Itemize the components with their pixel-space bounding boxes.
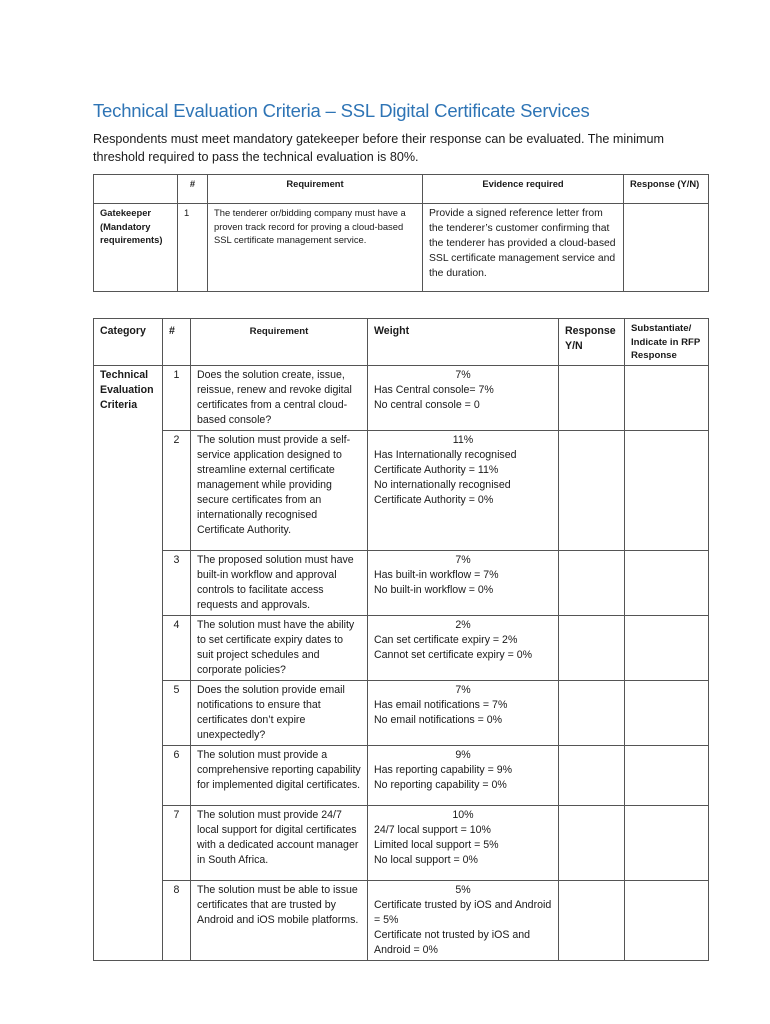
criteria-number: 8: [163, 880, 191, 960]
weight-scoring-line: Has email notifications = 7%: [374, 698, 508, 711]
criteria-requirement: The solution must provide 24/7 local support for digital certificates with a dedicated account manager in South Africa.: [191, 805, 368, 880]
criteria-row: [94, 430, 709, 550]
weight-scoring-line: Has Central console= 7%: [374, 383, 494, 396]
criteria-substantiate-cell[interactable]: [625, 745, 709, 805]
weight-scoring-line: Certificate trusted by iOS and Android = 5%: [374, 898, 552, 926]
intro-paragraph: Respondents must meet mandatory gatekeeper before their response can be evaluated. The minimum threshold required to pass the technical evaluation is 80%.: [93, 132, 665, 164]
criteria-requirement: The solution must have the ability to set certificate expiry dates to suit project schedules and corporate policies?: [191, 615, 368, 680]
criteria-row: [94, 615, 709, 680]
criteria-substantiate-cell[interactable]: [625, 365, 709, 430]
weight-scoring-line: Has Internationally recognised Certificate Authority = 11%: [374, 448, 517, 476]
criteria-number: 3: [163, 550, 191, 615]
criteria-number: 5: [163, 680, 191, 745]
criteria-number: 7: [163, 805, 191, 880]
weight-percentage: 5%: [455, 883, 471, 896]
criteria-row: [94, 880, 709, 960]
criteria-weight: [368, 805, 559, 880]
criteria-substantiate-cell[interactable]: [625, 615, 709, 680]
page-title: Technical Evaluation Criteria – SSL Digital Certificate Services: [93, 100, 590, 121]
criteria-requirement: The solution must be able to issue certificates that are trusted by Android and iOS mobile platforms.: [191, 880, 368, 960]
gatekeeper-header-requirement: Requirement: [208, 175, 423, 204]
criteria-substantiate-cell[interactable]: [625, 550, 709, 615]
weight-percentage: 7%: [455, 553, 471, 566]
criteria-header-substantiate: Substantiate/ Indicate in RFP Response: [625, 319, 709, 366]
criteria-weight: [368, 430, 559, 550]
criteria-header-requirement: Requirement: [191, 319, 368, 366]
gatekeeper-header-category: [94, 175, 178, 204]
criteria-header-number: #: [163, 319, 191, 366]
criteria-response-cell[interactable]: [559, 880, 625, 960]
criteria-response-cell[interactable]: [559, 745, 625, 805]
gatekeeper-number: 1: [178, 204, 208, 292]
weight-scoring-line: Cannot set certificate expiry = 0%: [374, 648, 533, 661]
criteria-requirement: The proposed solution must have built-in workflow and approval controls to facilitate access requests and approvals.: [191, 550, 368, 615]
weight-scoring-line: No email notifications = 0%: [374, 713, 503, 726]
criteria-substantiate-cell[interactable]: [625, 680, 709, 745]
weight-percentage: 7%: [455, 683, 471, 696]
criteria-requirement: The solution must provide a comprehensive reporting capability for implemented digital certificates.: [191, 745, 368, 805]
weight-scoring-line: No central console = 0: [374, 398, 480, 411]
gatekeeper-requirement: The tenderer or/bidding company must have a proven track record for proving a cloud-based SSL certificate management service.: [208, 204, 423, 292]
criteria-requirement: The solution must provide a self-service application designed to streamline external certificate management while providing secure certificates from an internationally recognised Certificate Authority.: [191, 430, 368, 550]
weight-scoring-line: Has reporting capability = 9%: [374, 763, 513, 776]
weight-scoring-line: No reporting capability = 0%: [374, 778, 507, 791]
weight-percentage: 11%: [452, 433, 474, 446]
criteria-row: [94, 745, 709, 805]
criteria-header-category: Category: [94, 319, 163, 366]
criteria-category: Technical Evaluation Criteria: [94, 365, 163, 960]
weight-percentage: 9%: [455, 748, 471, 761]
gatekeeper-header-evidence: Evidence required: [423, 175, 624, 204]
weight-scoring-line: 24/7 local support = 10%: [374, 823, 491, 836]
criteria-header-response: Response Y/N: [559, 319, 625, 366]
document-page: [93, 100, 708, 961]
weight-scoring-line: Can set certificate expiry = 2%: [374, 633, 518, 646]
criteria-response-cell[interactable]: [559, 430, 625, 550]
criteria-response-cell[interactable]: [559, 680, 625, 745]
criteria-weight: [368, 550, 559, 615]
criteria-weight: [368, 745, 559, 805]
weight-percentage: 10%: [452, 808, 474, 821]
criteria-number: 6: [163, 745, 191, 805]
criteria-header-weight: Weight: [368, 319, 559, 366]
gatekeeper-header-number: #: [178, 175, 208, 204]
criteria-body: [94, 365, 709, 960]
criteria-number: 2: [163, 430, 191, 550]
criteria-row: [94, 550, 709, 615]
weight-scoring-line: No local support = 0%: [374, 853, 478, 866]
criteria-weight: [368, 680, 559, 745]
criteria-substantiate-cell[interactable]: [625, 430, 709, 550]
criteria-number: 4: [163, 615, 191, 680]
weight-percentage: 2%: [455, 618, 471, 631]
criteria-response-cell[interactable]: [559, 805, 625, 880]
weight-scoring-line: Has built-in workflow = 7%: [374, 568, 499, 581]
criteria-response-cell[interactable]: [559, 550, 625, 615]
gatekeeper-response-cell[interactable]: [624, 204, 709, 292]
gatekeeper-header-response: Response (Y/N): [624, 175, 709, 204]
weight-scoring-line: Certificate not trusted by iOS and Android = 0%: [374, 928, 531, 956]
criteria-substantiate-cell[interactable]: [625, 880, 709, 960]
criteria-number: 1: [163, 365, 191, 430]
gatekeeper-table: [93, 174, 709, 292]
criteria-row: [94, 365, 709, 430]
criteria-weight: [368, 365, 559, 430]
criteria-table: [93, 318, 709, 961]
criteria-row: [94, 805, 709, 880]
weight-scoring-line: No internationally recognised Certificate Authority = 0%: [374, 478, 511, 506]
gatekeeper-row: [94, 204, 709, 292]
gatekeeper-header-row: [94, 175, 709, 204]
criteria-row: [94, 680, 709, 745]
criteria-weight: [368, 615, 559, 680]
criteria-response-cell[interactable]: [559, 365, 625, 430]
criteria-substantiate-cell[interactable]: [625, 805, 709, 880]
criteria-requirement: Does the solution create, issue, reissue, renew and revoke digital certificates from a central cloud-based console?: [191, 365, 368, 430]
weight-scoring-line: Limited local support = 5%: [374, 838, 499, 851]
gatekeeper-evidence: Provide a signed reference letter from the tenderer’s customer confirming that the tenderer has provided a cloud-based SSL certificate management service and the duration.: [423, 204, 624, 292]
criteria-response-cell[interactable]: [559, 615, 625, 680]
criteria-header-row: [94, 319, 709, 366]
criteria-requirement: Does the solution provide email notifications to ensure that certificates don’t expire unexpectedly?: [191, 680, 368, 745]
weight-scoring-line: No built-in workflow = 0%: [374, 583, 494, 596]
criteria-weight: [368, 880, 559, 960]
gatekeeper-category: Gatekeeper (Mandatory requirements): [94, 204, 178, 292]
weight-percentage: 7%: [455, 368, 471, 381]
